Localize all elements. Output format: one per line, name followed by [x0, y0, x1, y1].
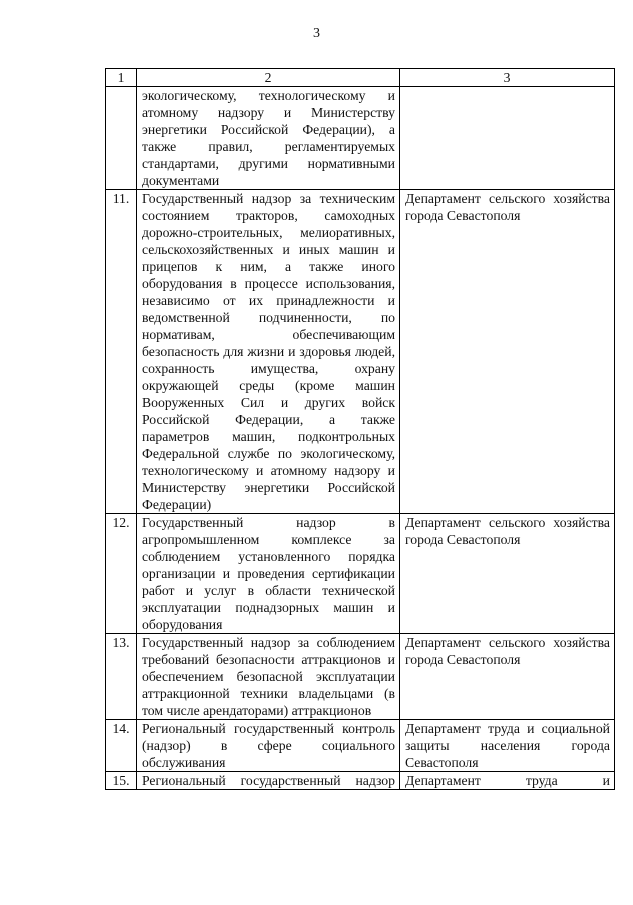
table-row [106, 514, 615, 634]
row-authority: Департамент сельского хозяйства города Севастополя [400, 190, 615, 514]
page-number: 3 [313, 26, 320, 41]
row-authority: Департамент труда и социальной защиты населения города Севастополя [400, 720, 615, 772]
header-col-3: 3 [400, 69, 615, 87]
row-authority: Департамент труда и [400, 772, 615, 790]
table-row [106, 87, 615, 190]
row-number: 14. [106, 720, 137, 772]
row-authority [400, 87, 615, 190]
row-subject: Государственный надзор в агропромышленном комплексе за соблюдением установленного порядка организации и проведения сертификации работ и услуг в области технической эксплуатации поднадзорных машин и оборудования [137, 514, 400, 634]
row-subject: экологическому, технологическому и атомному надзору и Министерству энергетики Российской Федерации), а также правил, регламентируемых стандартами, другими нормативными документами [137, 87, 400, 190]
row-authority: Департамент сельского хозяйства города Севастополя [400, 634, 615, 720]
table-header-row [106, 69, 615, 87]
row-authority: Департамент сельского хозяйства города Севастополя [400, 514, 615, 634]
header-col-2: 2 [137, 69, 400, 87]
header-col-1: 1 [106, 69, 137, 87]
table-row [106, 634, 615, 720]
table-row [106, 772, 615, 790]
table-row [106, 720, 615, 772]
row-number: 15. [106, 772, 137, 790]
row-subject: Региональный государственный контроль (надзор) в сфере социального обслуживания [137, 720, 400, 772]
row-subject: Региональный государственный надзор [137, 772, 400, 790]
row-number: 11. [106, 190, 137, 514]
row-subject: Государственный надзор за техническим состоянием тракторов, самоходных дорожно-строительных, мелиоративных, сельскохозяйственных и иных машин и прицепов к ним, а также иного оборудования в процессе использования, независимо от их принадлежности и ведомственной подчиненности, по нормативам, обеспечивающим безопасность для жизни и здоровья людей, сохранность имущества, охрану окружающей среды (кроме машин Вооруженных Сил и других войск Российской Федерации, а также параметров машин, подконтрольных Федеральной службе по экологическому, технологическому и атомному надзору и Министерству энергетики Российской Федерации) [137, 190, 400, 514]
row-number: 13. [106, 634, 137, 720]
row-number [106, 87, 137, 190]
row-subject: Государственный надзор за соблюдением требований безопасности аттракционов и обеспечением безопасной эксплуатации аттракционной техники владельцами (в том числе арендаторами) аттракционов [137, 634, 400, 720]
row-number: 12. [106, 514, 137, 634]
table-row [106, 190, 615, 514]
agencies-table [105, 68, 615, 790]
